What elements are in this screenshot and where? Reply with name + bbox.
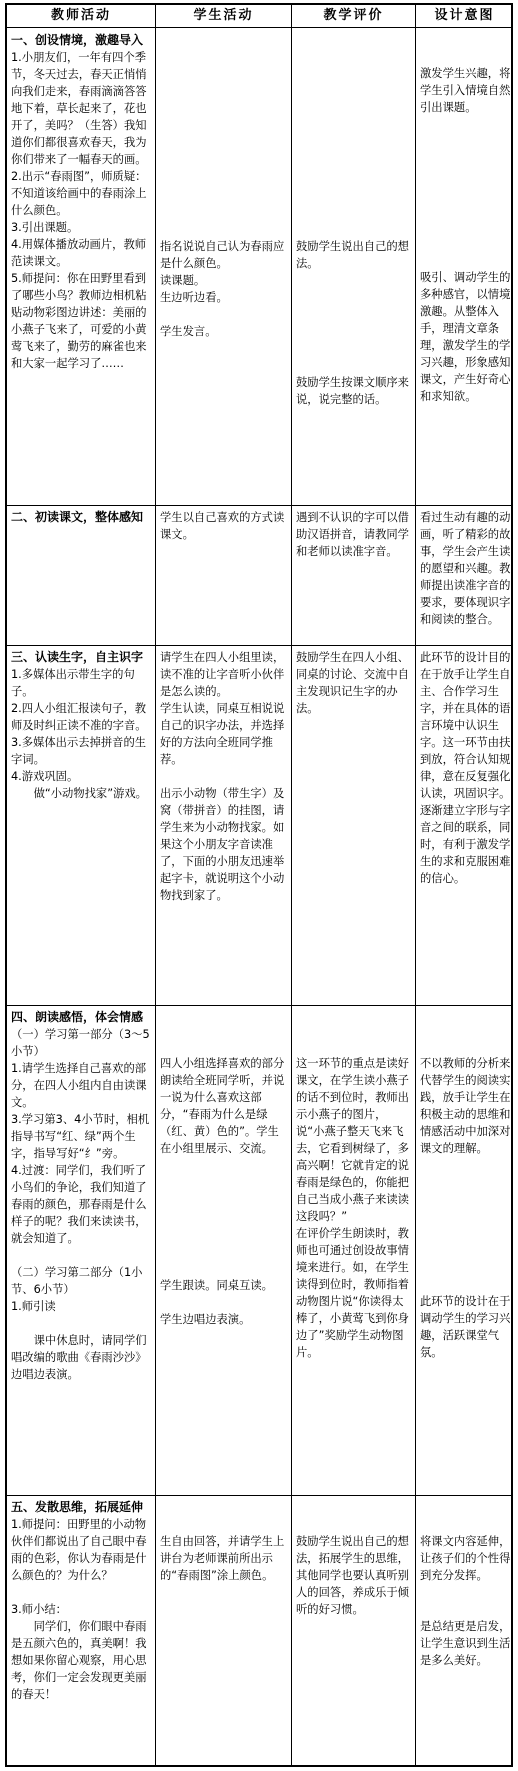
header-design-intent: 设计意图 bbox=[434, 8, 495, 23]
student-activity: 生自由回答，并请学生上讲台为老师课前所出示的“春雨图”涂上颜色。 bbox=[160, 1535, 285, 1582]
teacher-step: （一）学习第一部分（3～5小节） bbox=[11, 1028, 150, 1058]
teacher-step: 4.游戏巩固。 bbox=[11, 770, 79, 783]
teacher-step: 4.过渡：同学们，我们听了小鸟们的争论，我们知道了春雨的颜色，那春雨是什么样子的呢？我们来读读书，就会知道了。 bbox=[11, 1164, 147, 1245]
header-teaching-evaluation: 教学评价 bbox=[323, 8, 384, 23]
section2-student-cell bbox=[160, 509, 288, 639]
section5-student-cell bbox=[160, 1533, 288, 1765]
teacher-step: （二）学习第二部分（1小节、6小节） bbox=[11, 1266, 143, 1296]
section-title: 三、认读生字，自主识字 bbox=[11, 650, 144, 664]
student-activity: 学生发言。 bbox=[160, 325, 217, 338]
teacher-step: 同学们，你们眼中春雨是五颜六色的，真美啊！我想如果你留心观察，用心思考，你们一定会发现更美丽的春天！ bbox=[11, 1620, 147, 1701]
teacher-step: 5.师提问：你在田野里看到了哪些小鸟？教师边相机粘贴动物彩图边讲述：美丽的小燕子飞来了，可爱的小黄莺飞来了，勤劳的麻雀也来和大家一起学习了…… bbox=[11, 272, 147, 370]
intent-text: 将课文内容延伸，让孩子们的个性得到充分发挥。 bbox=[420, 1535, 511, 1582]
intent-text: 不以教师的分析来代替学生的阅读实践，放手让学生在积极主动的思维和情感活动中加深对课文的理解。 bbox=[420, 1057, 511, 1155]
section5-teacher-cell bbox=[11, 1499, 152, 1765]
section3-student-cell bbox=[160, 649, 288, 1001]
student-activity: 请学生在四人小组里读，读不准的让字音听小伙伴是怎么读的。 bbox=[160, 651, 285, 698]
teacher-step: 4.用媒体播放动画片，教师范读课文。 bbox=[11, 238, 147, 268]
evaluation-text: 在评价学生朗读时，教师也可通过创设故事情境来进行。如，在学生读得到位时，教师指着动物图片说“你读得太棒了，小黄莺飞到你身边了”奖励学生动物图片。 bbox=[296, 1227, 409, 1359]
intent-text: 激发学生兴趣，将学生引入情境自然引出课题。 bbox=[420, 67, 511, 114]
student-activity: 读课题。 bbox=[160, 274, 206, 287]
student-activity: 生边听边看。 bbox=[160, 291, 228, 304]
intent-text: 吸引、调动学生的多种感官，以情境激趣。从整体入手，理清文章条理，激发学生的学习兴趣，形象感知课文，产生好奇心和求知欲。 bbox=[420, 271, 511, 403]
section1-teacher-cell bbox=[11, 32, 152, 502]
student-activity: 四人小组选择喜欢的部分朗读给全班同学听，并说一说为什么喜欢这部分，“春雨为什么是绿（红、黄）色的”。学生在小组里展示、交流。 bbox=[160, 1057, 285, 1155]
section2-intent-cell bbox=[420, 509, 512, 643]
section4-intent-cell bbox=[420, 1055, 512, 1491]
section3-intent-cell bbox=[420, 649, 512, 1001]
section-title: 五、发散思维，拓展延伸 bbox=[11, 1500, 144, 1514]
teacher-step: 1.师引读 bbox=[11, 1300, 56, 1313]
section4-student-cell bbox=[160, 1055, 288, 1491]
intent-text: 是总结更是启发，让学生意识到生活是多么美好。 bbox=[420, 1620, 511, 1667]
teacher-step: 3.师小结： bbox=[11, 1603, 67, 1616]
lesson-plan-table bbox=[5, 3, 513, 1767]
student-activity: 学生边唱边表演。 bbox=[160, 1313, 251, 1326]
evaluation-text: 遇到不认识的字可以借助汉语拼音，请教同学和老师以读准字音。 bbox=[296, 511, 409, 558]
student-activity: 指名说说自己认为春雨应是什么颜色。 bbox=[160, 240, 285, 270]
teacher-step: 3.多媒体出示去掉拼音的生字词。 bbox=[11, 736, 147, 766]
section5-eval-cell bbox=[296, 1533, 412, 1765]
intent-text: 此环节的设计目的在于放手让学生自主、合作学习生字，并在具体的语言环境中认识生字。这一环节由扶到放，符合认知规律，意在反复强化认读，巩固识字。逐渐建立字形与字音之间的联系，同时，有利于激发学生的求和克服困难的信心。 bbox=[420, 651, 511, 885]
evaluation-text: 鼓励学生说出自己的想法，拓展学生的思维，其他同学也要认真听别人的回答，养成乐于倾听的好习惯。 bbox=[296, 1535, 409, 1616]
section4-eval-cell bbox=[296, 1055, 412, 1491]
teacher-step: 1.请学生选择自己喜欢的部分，在四人小组内自由读课文。 bbox=[11, 1062, 147, 1109]
section2-eval-cell bbox=[296, 509, 412, 639]
teacher-step: 做“小动物找家”游戏。 bbox=[33, 787, 147, 800]
teacher-step: 1.师提问：田野里的小动物伙伴们都说出了自己眼中春雨的色彩，你认为春雨是什么颜色的？为什么？ bbox=[11, 1518, 147, 1582]
student-activity: 出示小动物（带生字）及窝（带拼音）的挂图，请学生来为小动物找家。如果这个小朋友字音读准了，下面的小朋友迅速举起字卡，就说明这个小动物找到家了。 bbox=[160, 787, 285, 902]
teacher-step: 3.学习第3、4小节时，相机指导书写“红、绿”两个生字，指导写好“纟”旁。 bbox=[11, 1113, 150, 1160]
evaluation-text: 这一环节的重点是读好课文，在学生读小燕子的话不到位时，教师出示小燕子的图片，说“小燕子整天飞来飞去，它看到树绿了，多高兴啊！它就肯定的说春雨是绿色的，你能把自己当成小燕子来读读这段吗？” bbox=[296, 1057, 409, 1223]
evaluation-text: 鼓励学生在四人小组、同桌的讨论、交流中自主发现识记生字的办法。 bbox=[296, 651, 409, 715]
section-title: 四、朗读感悟，体会情感 bbox=[11, 1010, 144, 1024]
teacher-step: 1.小朋友们，一年有四个季节，冬天过去，春天正悄悄向我们走来，春雨滴滴答答地下着，草长起来了，花也开了，美吗？（生答）我知道你们都很喜欢春天，我为你们带来了一幅春天的画。 bbox=[11, 51, 147, 166]
teacher-step: 2.四人小组汇报读句子，教师及时纠正读不准的字音。 bbox=[11, 702, 147, 732]
evaluation-text: 鼓励学生说出自己的想法。 bbox=[296, 240, 409, 270]
header-student-activity: 学生活动 bbox=[193, 8, 254, 23]
student-activity: 学生认读，同桌互相说说自己的识字办法，并选择好的方法向全班同学推荐。 bbox=[160, 702, 285, 766]
teacher-step: 2.出示“春雨图”，师质疑：不知道该给画中的春雨涂上什么颜色。 bbox=[11, 170, 147, 217]
section3-teacher-cell bbox=[11, 649, 152, 1001]
teacher-step: 课中休息时，请同学们唱改编的歌曲《春雨沙沙》边唱边表演。 bbox=[11, 1334, 147, 1381]
teacher-step: 3.引出课题。 bbox=[11, 221, 79, 234]
header-teacher-activity: 教师活动 bbox=[50, 8, 111, 23]
evaluation-text: 鼓励学生按课文顺序来说，说完整的话。 bbox=[296, 376, 409, 406]
section1-student-cell bbox=[160, 238, 288, 498]
student-activity: 学生以自己喜欢的方式读课文。 bbox=[160, 511, 285, 541]
intent-text: 此环节的设计在于调动学生的学习兴趣，活跃课堂气氛。 bbox=[420, 1295, 511, 1359]
section1-intent-cell bbox=[420, 65, 512, 501]
intent-text: 看过生动有趣的动画，听了精彩的故事，学生会产生读的愿望和兴趣。教师提出读准字音的要求，要体现识字和阅读的整合。 bbox=[420, 511, 511, 626]
teacher-step: 1.多媒体出示带生字的句子。 bbox=[11, 668, 135, 698]
section1-eval-cell bbox=[296, 238, 412, 498]
section5-intent-cell bbox=[420, 1533, 512, 1765]
section4-teacher-cell bbox=[11, 1009, 152, 1491]
section-title: 二、初读课文，整体感知 bbox=[11, 510, 144, 524]
section3-eval-cell bbox=[296, 649, 412, 1001]
section-title: 一、创设情境，激趣导入 bbox=[11, 33, 144, 47]
section2-teacher-cell bbox=[11, 509, 152, 639]
student-activity: 学生跟读。同桌互读。 bbox=[160, 1279, 273, 1292]
